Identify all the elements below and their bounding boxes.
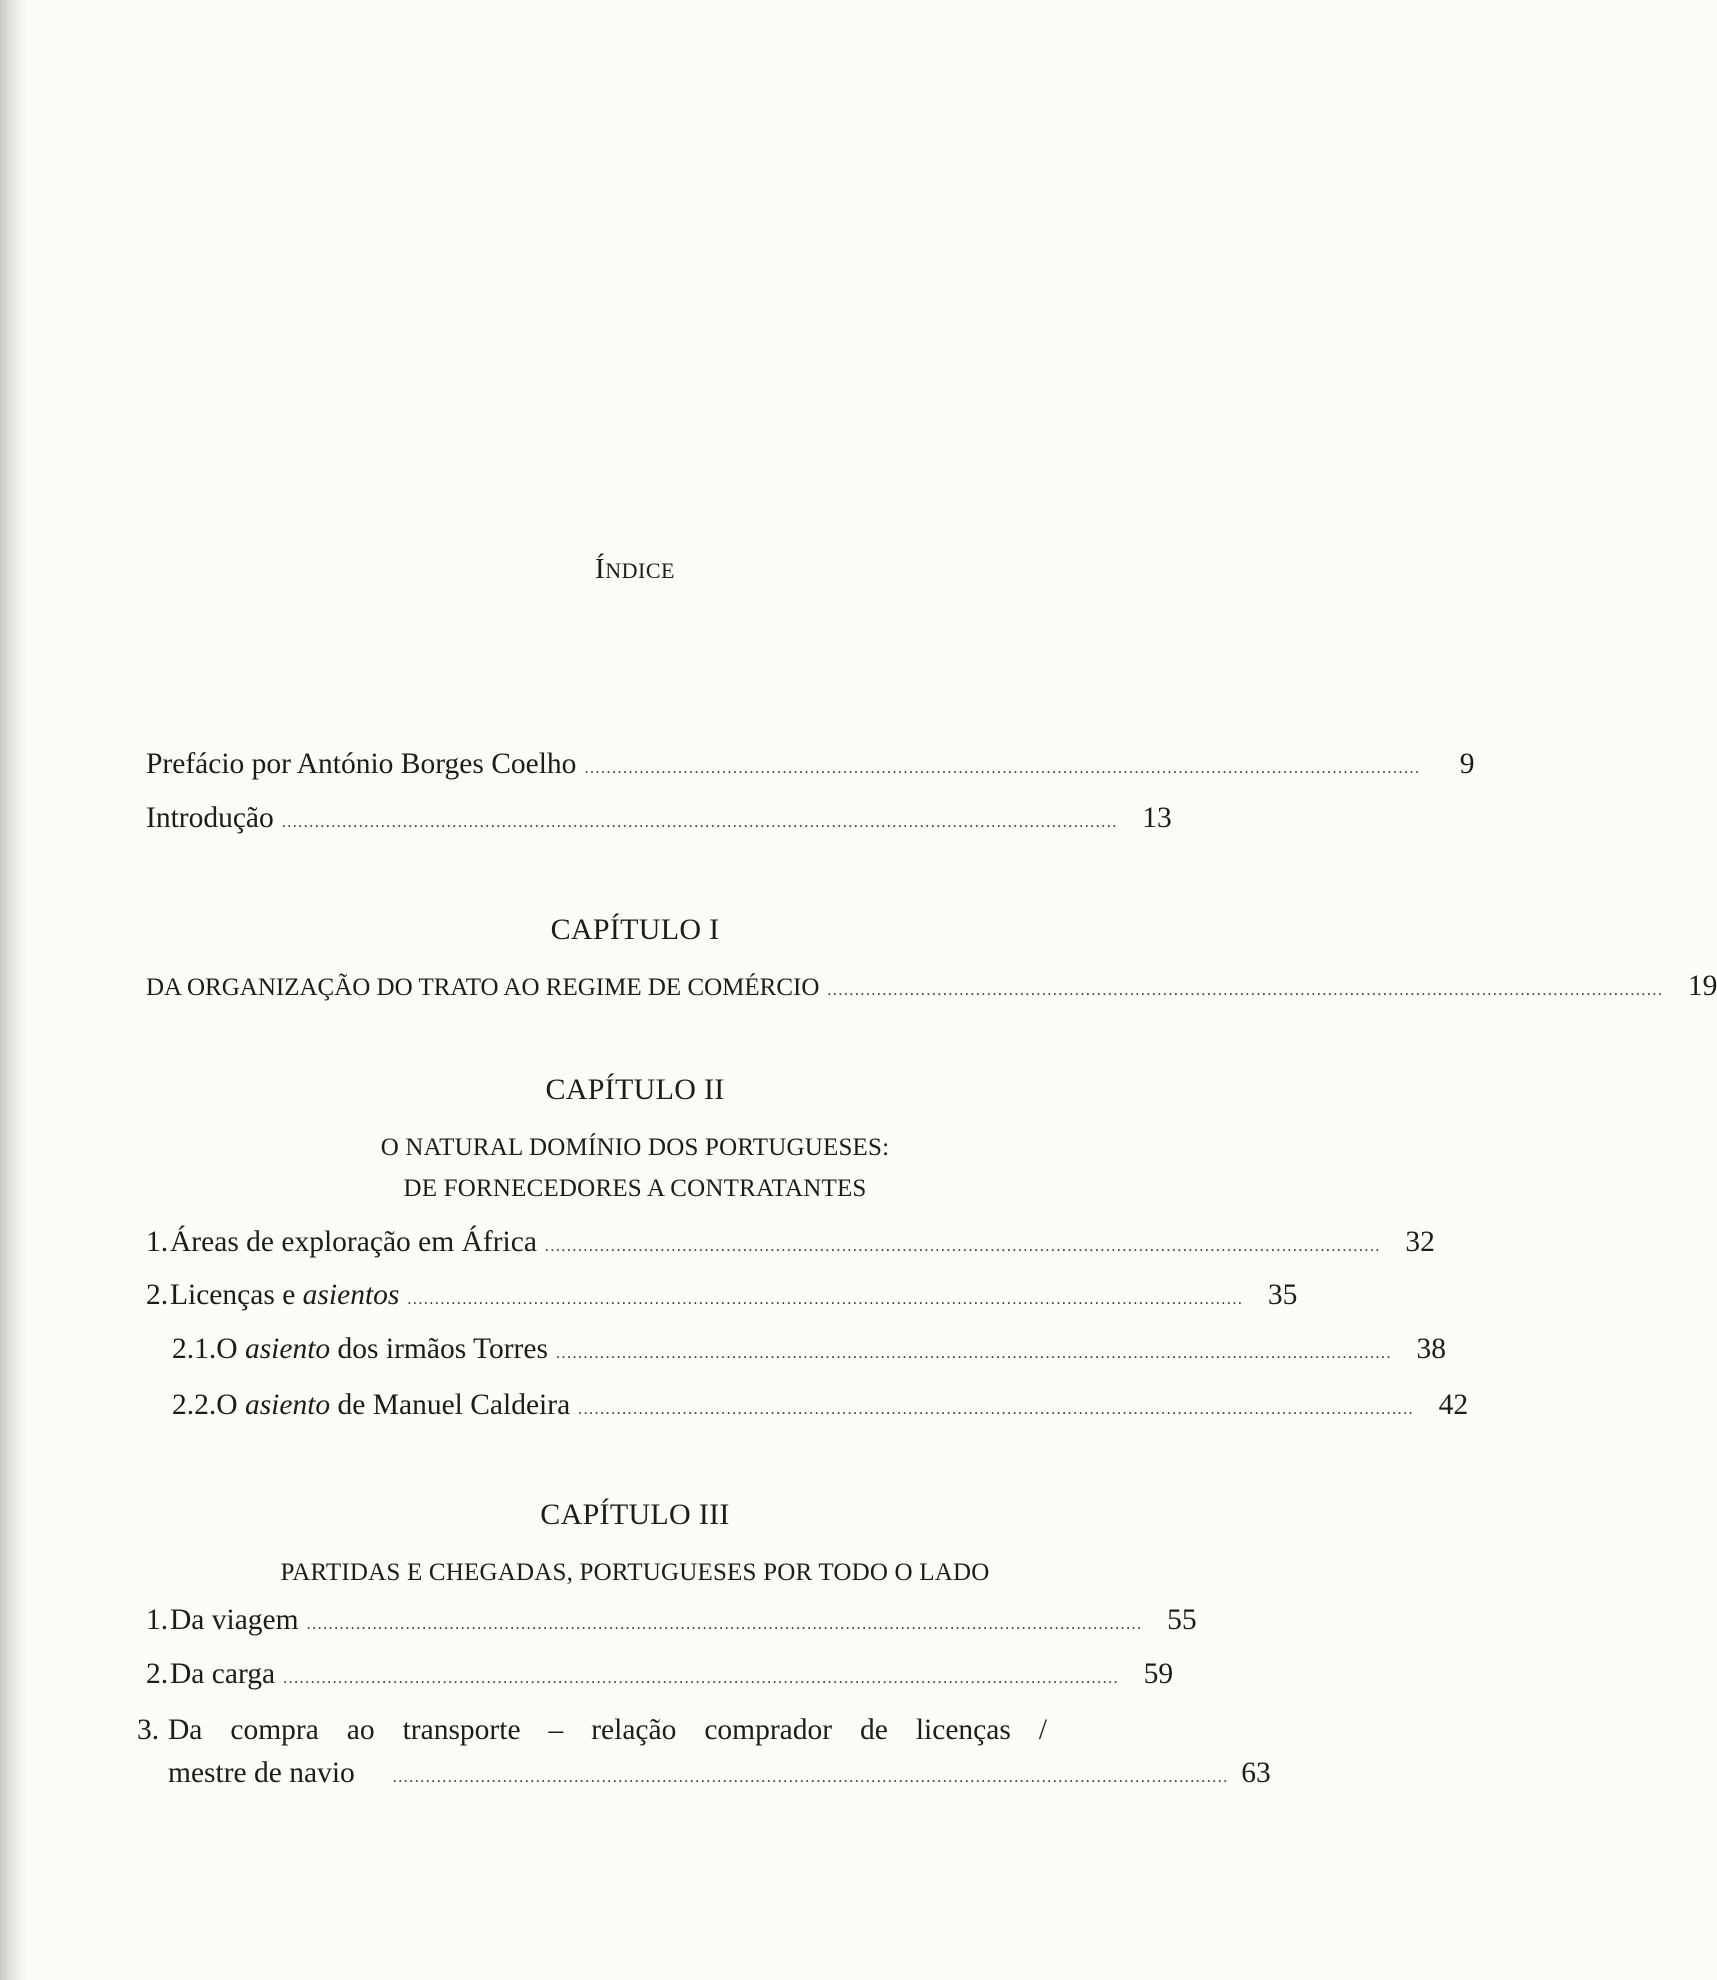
toc-entry-label: mestre de navio xyxy=(168,1757,355,1789)
leader-dots: ........................................................................................................................................................ xyxy=(283,1670,1120,1687)
toc-entry-page: 55 xyxy=(1167,1604,1197,1636)
toc-entry-3-1[interactable] xyxy=(146,1604,1197,1646)
toc-entry-3-3-line-1[interactable] xyxy=(168,1714,1047,1747)
section-number: 3. xyxy=(137,1714,160,1746)
section-number: 1. xyxy=(146,1604,169,1636)
leader-dots: ........................................................................................................................................................ xyxy=(584,760,1421,777)
section-number: 2.2. xyxy=(172,1389,217,1421)
toc-entry-page: 19 xyxy=(1687,970,1717,1002)
page-title: ÍNDICE xyxy=(595,553,675,585)
word: Da xyxy=(168,1714,203,1746)
toc-entry-label-italic: asiento xyxy=(244,1333,331,1365)
toc-entry-label-rest: de Manuel Caldeira xyxy=(330,1389,571,1421)
section-number: 2.1. xyxy=(172,1333,217,1365)
toc-entry-label-italic: asientos xyxy=(302,1279,400,1311)
toc-entry-2-2[interactable] xyxy=(146,1279,1298,1321)
leader-dots: ........................................................................................................................................................ xyxy=(407,1291,1244,1308)
word: / xyxy=(1038,1714,1047,1746)
word: de xyxy=(860,1714,888,1746)
toc-entry-page: 9 xyxy=(1459,748,1475,780)
leader-dots: ........................................................................................................................................................ xyxy=(555,1345,1392,1362)
chapter-3-subtitle: PARTIDAS E CHEGADAS, PORTUGUESES POR TODO O LADO xyxy=(280,1559,990,1586)
word: compra xyxy=(230,1714,319,1746)
toc-entry-page: 35 xyxy=(1267,1279,1298,1311)
toc-entry-label: Prefácio por António Borges Coelho xyxy=(146,748,577,780)
toc-entry-label: Áreas de exploração em África xyxy=(170,1226,537,1258)
word: transporte xyxy=(402,1714,521,1746)
chapter-2-subtitle-line-1: O NATURAL DOMÍNIO DOS PORTUGUESES: xyxy=(380,1134,890,1161)
word: – xyxy=(548,1714,564,1746)
leader-dots: ........................................................................................................................................................ xyxy=(281,814,1118,831)
section-number: 2. xyxy=(146,1279,169,1311)
leader-dots: ........................................................................................................................................................ xyxy=(544,1238,1381,1255)
toc-entry-prefacio[interactable] xyxy=(146,748,1475,790)
section-number: 2. xyxy=(146,1658,169,1690)
leader-dots: ........................................................................................................................................................ xyxy=(827,982,1664,999)
toc-entry-page: 32 xyxy=(1405,1226,1435,1258)
chapter-1-heading: CAPÍTULO I xyxy=(550,913,720,946)
toc-entry-label-rest: dos irmãos Torres xyxy=(330,1333,548,1365)
toc-entry-label: Licenças e xyxy=(170,1279,303,1311)
toc-entry-label: Introdução xyxy=(146,802,274,834)
toc-entry-page: 13 xyxy=(1142,802,1172,834)
toc-entry-page: 38 xyxy=(1416,1333,1446,1365)
toc-entry-3-2[interactable] xyxy=(146,1658,1174,1700)
toc-entry-chapter-1[interactable] xyxy=(146,970,1717,1012)
toc-entry-label: O xyxy=(216,1389,245,1421)
leader-dots: ........................................................................................................................................................ xyxy=(306,1616,1143,1633)
toc-entry-page: 63 xyxy=(1241,1757,1271,1789)
leader-dots: ........................................................................................................................................................ xyxy=(392,1769,1229,1786)
toc-entry-introducao[interactable] xyxy=(146,802,1172,844)
toc-entry-3-3-line-2[interactable] xyxy=(168,1757,1271,1799)
toc-entry-label: O xyxy=(216,1333,245,1365)
word: licenças xyxy=(915,1714,1011,1746)
toc-entry-2-2-2[interactable] xyxy=(172,1389,1469,1431)
word: comprador xyxy=(704,1714,833,1746)
toc-entry-2-1[interactable] xyxy=(146,1226,1435,1268)
toc-entry-label-italic: asiento xyxy=(244,1389,331,1421)
chapter-2-heading: CAPÍTULO II xyxy=(545,1073,725,1106)
toc-entry-page: 42 xyxy=(1438,1389,1469,1421)
toc-entry-page: 59 xyxy=(1143,1658,1174,1690)
toc-entry-label: Da viagem xyxy=(170,1604,299,1636)
word: ao xyxy=(346,1714,375,1746)
toc-entry-label: DA ORGANIZAÇÃO DO TRATO AO REGIME DE COMÉRCIO xyxy=(146,974,820,1001)
toc-entry-2-2-1[interactable] xyxy=(172,1333,1446,1375)
section-number: 1. xyxy=(146,1226,169,1258)
chapter-3-heading: CAPÍTULO III xyxy=(540,1498,730,1531)
word: relação xyxy=(591,1714,677,1746)
leader-dots: ........................................................................................................................................................ xyxy=(578,1401,1415,1418)
toc-entry-label: Da carga xyxy=(170,1658,276,1690)
chapter-2-subtitle-line-2: DE FORNECEDORES A CONTRATANTES xyxy=(403,1175,867,1202)
